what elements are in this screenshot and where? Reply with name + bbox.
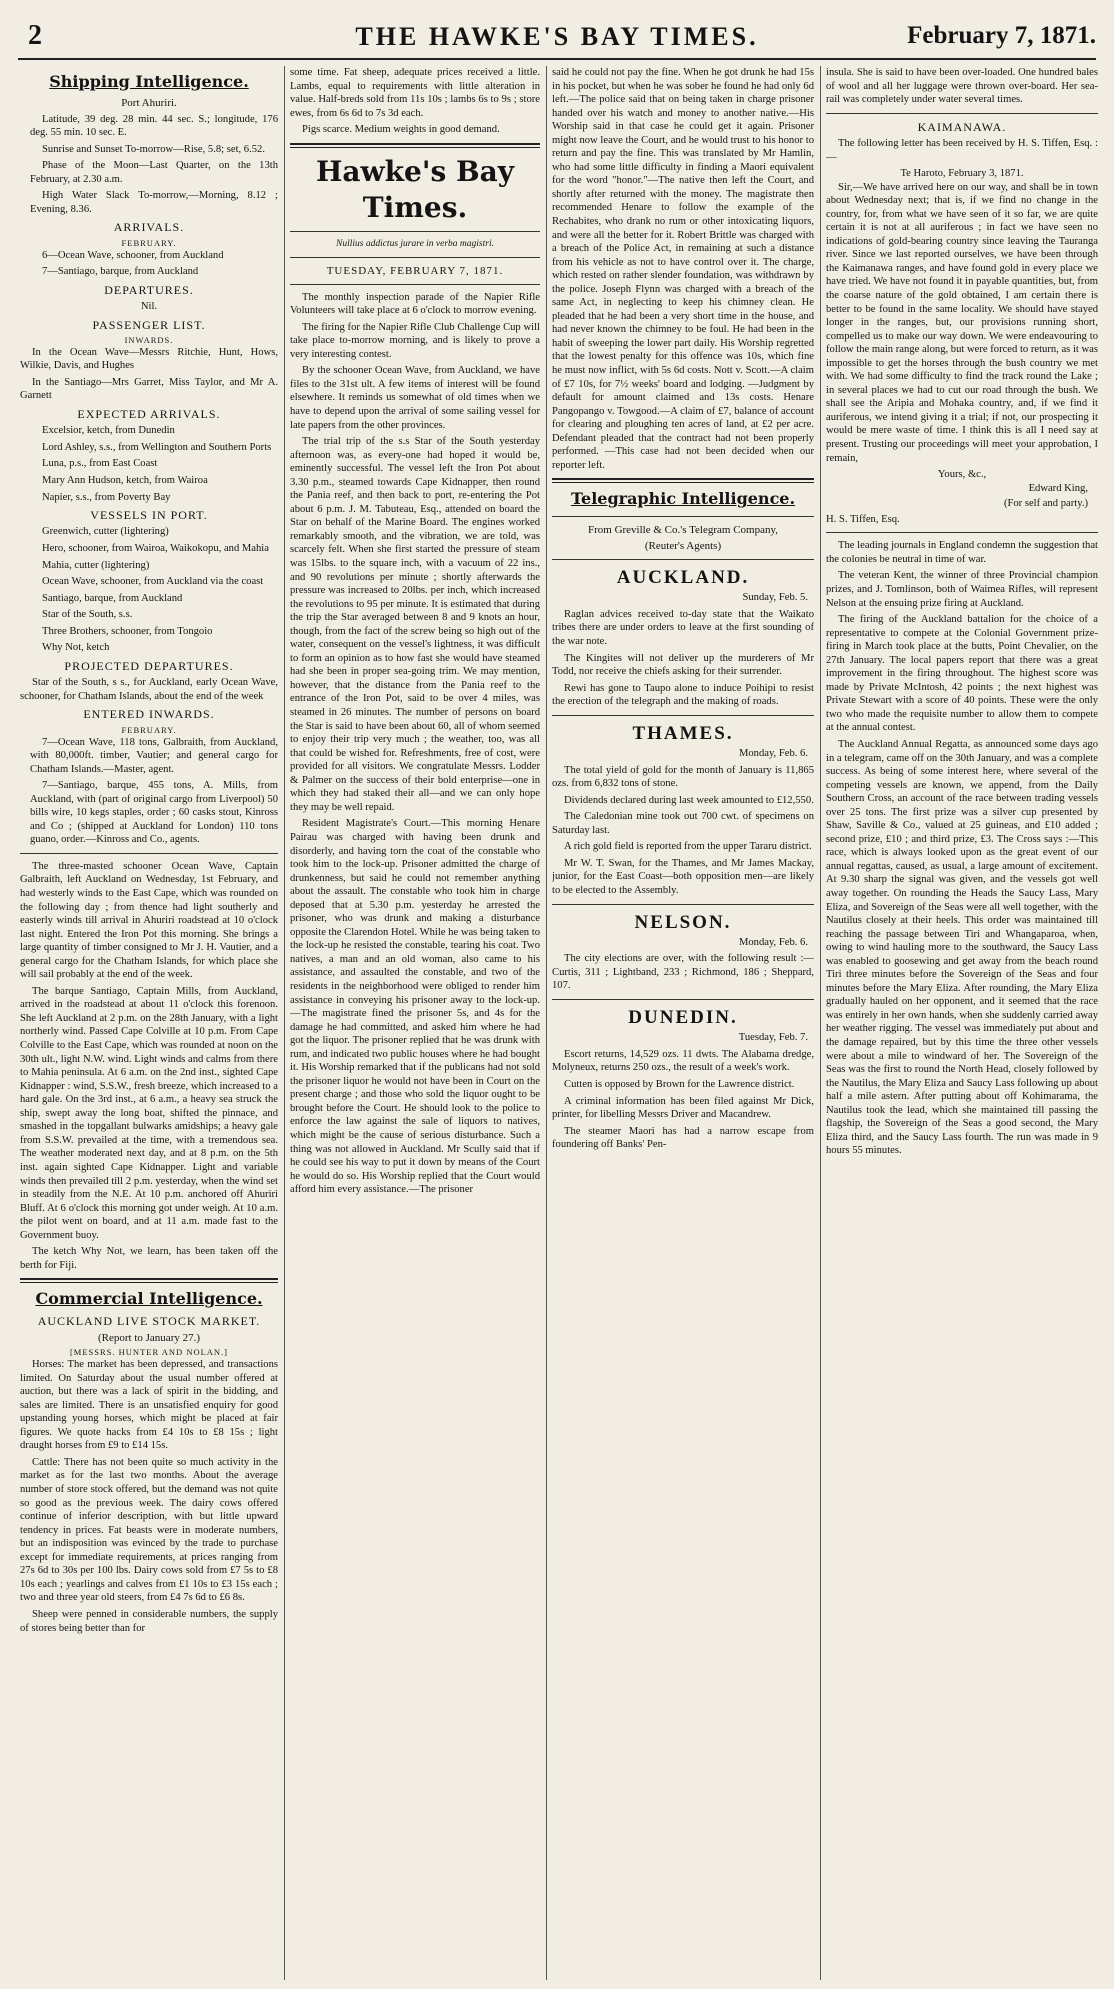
divider [290,143,540,148]
header-date: February 7, 1871. [907,22,1096,49]
telegram-paragraph: Cutten is opposed by Brown for the Lawrence district. [564,1078,795,1090]
letter-intro: The following letter has been received by H. S. Tiffen, Esq. :— [826,138,1098,163]
entered-inwards-heading: ENTERED INWARDS. [83,707,215,722]
divider [290,231,540,232]
port-name: Port Ahuriri. [121,97,177,110]
entered-item: 7—Ocean Wave, 118 tons, Galbraith, from Auckland, with 80,000ft. timber, Vautier; and general cargo for Chatham Islands.—Master, agent. [30,736,278,775]
shipping-paragraph: The three-masted schooner Ocean Wave, Captain Galbraith, left Auckland on Wednesday, 1st February, and had westerly winds to the East Cape, which was rounded on the following day ; from thence had light southerly and easterly winds till arrival in Ahuriri roadstead at 10 o'clock last night. Entered the Iron Pot this morning. She brings a large quantity of timber consigned to Mr J. H. Vautier, and a general cargo for the Chatham Islands, for which place she will sail probably at the end of the week. [20,860,278,981]
commercial-intelligence-heading: Commercial Intelligence. [35,1289,263,1309]
editorial-paragraph: The monthly inspection parade of the Napier Rifle Volunteers will take place at 6 o'clock to morrow evening. [290,291,540,317]
kaimanawa-heading: KAIMANAWA. [917,119,1007,134]
market-paragraph: Cattle: There has not been quite so much activity in the market as for the last two months. About the average number of store stock offered, but the demand was not quite so good as the previous week. The dairy cows offered continue of inferior description, with but little upward tendency in prices. Fat beasts were in moderate numbers, but an indisposition was evinced by the trade to purchase except for immediate requirements, at prices ranging from 27s 6d to 30s per 100 lbs. Dairy cows sold from £7 5s to £8 10s each ; yearlings and calves from £1 10s to £3 15s each ; two and three year old steers, from £4 7s 6d to £6 8s. [20,1456,278,1604]
divider [552,478,814,483]
port-info: Latitude, 39 deg. 28 min. 44 sec. S.; longitude, 176 deg. 55 min. 10 sec. E. [30,113,278,139]
vessel-item: Why Not, ketch [42,642,110,654]
live-stock-market-heading: AUCKLAND LIVE STOCK MARKET. [37,1313,261,1328]
vessel-item: Mahia, cutter (lightering) [42,559,150,571]
telegram-paragraph: Dividends declared during last week amounted to £12,550. [564,794,814,806]
telegram-paragraph: The Caledonian mine took out 700 cwt. of specimens on Saturday last. [552,811,814,836]
news-paragraph: The veteran Kent, the winner of three Provincial champion prizes, and J. Tomlinson, both of Waimea Rifles, will represent Nelson at the ensuing prize firing at Auckland. [826,570,1098,609]
market-paragraph: Sheep were penned in considerable numbers, the supply of stores being better than for [20,1608,278,1634]
telegram-paragraph: Rewi has gone to Taupo alone to induce Poihipi to resist the erection of the telegraph and the making of roads. [552,682,814,708]
editorial-dateline: TUESDAY, FEBRUARY 7, 1871. [326,264,504,277]
divider [552,999,814,1000]
divider [552,559,814,560]
court-report-continued: said he could not pay the fine. When he got drunk he had 15s in his pocket, but when he was sober he found he had only 6d left.—The police said that on being taken in charge prisoner handed over his watch and money to another native.—His Worship said in that case he could get it again. Prisoner might now leave the Court, and he would trust to his honor to return and pay the fine. This was translated by Mr Hamlin, who had some little difficulty in finding a Maori equivalent for the word "honor."—The native then left the Court, and shortly after returned with the money. The magistrate then recommended Henare to follow the example of the Rechabites, who drank no rum or other intoxicating liquors, and were all the better for it. Robert Brittle was charged with a breach of the Police Act, in remaining at such a distance from his vehicle as not to have control over it. The charge, which rested on rather slender foundation, was withdrawn by the police. Joseph Flynn was charged with a breach of the same Act, in neglecting to keep his chimney clean. He pleaded that he had been a very short time in the house, and had never known the chimney to be foul. He had been in the habit of sweeping the lower part daily. His Worship regretted that the lowest penalty for this offence was 10s, which fine he must now inflict, with 5s 6d costs. Nott v. Scott.—A claim of £7 10s, for 7½ weeks' board and lodging. —Judgment by default for amount claimed and 13s costs. Henare Pangopango v. Towgood.—A claim of £7, balance of account for clearing and ploughing ten acres of land, at £2 per acre. Defendant pleaded that the contract had not been properly performed. —This case had not been decided when our reporter left. [552,67,814,471]
port-info: Phase of the Moon—Last Quarter, on the 13th February, at 2.30 a.m. [30,160,278,185]
court-report-paragraph: Resident Magistrate's Court.—This morning Henare Pairau was charged with having been drunk and disorderly, and having torn the coat of the constable who took him to the lock-up. Prisoner admitted the charge of drunkenness, but said he could not remember anything about the assault. The constable who took him in charge deposed that at 5.30 p.m. yesterday he arrested the prisoner, who was drunk and making a disturbance opposite the Clarendon Hotel. While he was being taken to the lock-up he resisted the constable, tearing his coat. Two natives, a man and an old woman, also came to his assistance, and assaulted the constable, and two of the residents in the neighborhood were obliged to render him assistance in conveying his prisoner away to the lock-up.—The magistrate fined the prisoner 5s, and 4s for the damage he had committed, and asked him where he had got the liquor. The prisoner replied that he was drunk with rum, and indicated two public houses where he had bought it. His Worship remarked that if the publicans had not sold the prisoner liquor he would not have been in Court on the present charge ; and those who sold the liquor ought to be brought before the Court. He should look to the police to enforce the law against the sale of liquors to natives, which might be the cause of serious disturbance. Such a thing was not allowed in Auckland. Mr Scully said that if he could see his way to put it down by means of the Court he would do so. His Worship replied that the Court would afford him every assistance.—The prisoner [290,818,540,1196]
telegram-paragraph: The city elections are over, with the following result :—Curtis, 311 ; Lightband, 233 ; Richmond, 186 ; Sheppard, 107. [552,953,814,992]
column-rule [546,66,547,1980]
nelson-date: Monday, Feb. 6. [738,936,808,948]
editorial-paragraph: The firing for the Napier Rifle Club Challenge Cup will take place to-morrow morning, and is likely to prove a very interesting contest. [290,321,540,360]
projected-text: Star of the South, s s., for Auckland, early Ocean Wave, schooner, for Chatham Islands, about the end of the week [20,677,278,702]
divider [290,257,540,258]
arrivals-heading: ARRIVALS. [113,220,185,235]
vessel-item: Greenwich, cutter (lightering) [42,526,169,538]
letter-closing: Yours, &c., [937,469,987,481]
regatta-paragraph: The Auckland Annual Regatta, as announced some days ago in a telegram, came off on the 30th January, and was a complete success. As being of some interest here, where several of the competing vessels are known, we append, from the Daily Southern Cross, an account of the race between trading vessels over 25 tons. The first prize was a silver cup presented by Shaw, Saville & Co., valued at 25 guineas, and £10 added ; second prize, £10 ; and third prize, £3. The Cross says :—This race, which is always looked upon as the great event of our annual regattas, caused, as usual, a large amount of excitement. At 9.30 sharp the signal was given, and the vessels got well away together. On rounding the Heads the Saucy Lass, Mary Eliza, and Sovereign of the Seas were all well together, with the Nautilus closely at their heels. This order was maintained till reaching the passage between Tiri and Whangaparoa, when, owing to wind hauling more to the southward, the Saucy Lass was enabled to goosewing and get away from the beach round Tiri three minutes before the Sovereign of the Seas and four minutes before the Mary Eliza. After rounding, the Mary Eliza gradually hauled on her opponent, and it seemed that the race was entirely in her own hands, when she suddenly carried away her weather rigging. The vessel was immediately put about and the damage repaired, but by this time the three other vessels were about a mile to windward of her. The Sovereign of the Seas was the first to round the North Head, closely followed by the Nautilus, the Mary Eliza and Saucy Lass following up about half a mile astern. After putting about off Kohimarama, the Nautilus took the lead, which she maintained till passing the flagship, the Sovereign of the Seas a good second, the Mary Eliza third, and the Saucy Lass fourth. The run was made in 9 hours 55 minutes. [826,738,1098,1157]
dunedin-date: Tuesday, Feb. 7. [738,1032,808,1044]
divider [826,113,1098,114]
vessel-item: Star of the South, s.s. [42,609,133,621]
divider [20,1278,278,1283]
report-date: (Report to January 27.) [97,1332,201,1345]
expected-item: Excelsior, ketch, from Dunedin [42,425,175,437]
telegram-paragraph: Mr W. T. Swan, for the Thames, and Mr James Mackay, junior, for the East Coast—both opposition men—are likely to be elected to the Assembly. [552,857,814,896]
page-number: 2 [28,20,42,51]
letter-signer: Edward King, [1028,482,1088,494]
column-1 [20,66,278,1980]
letter-body: Sir,—We have arrived here on our way, and shall be in town about Wednesday next; that is, if we find no change in the country, for, from what we have seen of it so far, we are quite certain it is not at all auriferous ; in fact we have seen no indications of gold-bearing country since leaving the Tauranga river. Since we last reported ourselves, we have been through the Kaimanawa ranges, and have found gold in every place we have tried. We have not found it in payable quantities, but, from the coarse nature of the gold obtained, I am certain there is better to be found in the same locality. We should have stayed longer in the ranges, but, our provisions running short, compelled us to make our way down. We were endeavouring to follow the main range along, but were forced to return, as it was impossible to get the horses through the bush country we met with. We had some difficulty to find the track round the Lake ; in several places we had to cut our road through the bush. We shall see the Aripia and Mohaka country, and, if we find it auriferous, we intend giving it a trial; if not, our prospecting it would be mere waste of time. I think this is all I need say at present. Trusting our proceedings will meet your approbation, I remain, [826,181,1098,464]
telegram-paragraph: A criminal information has been filed against Mr Dick, printer, for libelling Messrs Driver and Macandrew. [552,1095,814,1121]
expected-item: Luna, p.s., from East Coast [42,458,158,470]
pigs-paragraph: Pigs scarce. Medium weights in good demand. [302,124,500,136]
column-3 [552,66,814,1980]
passenger-sub: INWARDS. [124,334,174,345]
telegram-paragraph: Escort returns, 14,529 ozs. 11 dwts. The Alabama dredge, Molyneux, returns 250 ozs., the result of a week's work. [552,1048,814,1074]
shipping-paragraph: The ketch Why Not, we learn, has been taken off the berth for Fiji. [20,1246,278,1271]
letter-party: (For self and party.) [1003,498,1088,510]
telegram-paragraph: The total yield of gold for the month of January is 11,865 ozs. from 6,832 tons of stone. [552,764,814,790]
thames-heading: THAMES. [632,722,734,744]
divider [552,715,814,716]
thames-date: Monday, Feb. 6. [738,748,808,760]
messrs-line: [MESSRS. HUNTER AND NOLAN.] [69,1347,229,1358]
shipping-intelligence-heading: Shipping Intelligence. [49,72,249,91]
vessel-item: Three Brothers, schooner, from Tongoio [42,625,213,637]
letter-addressee: H. S. Tiffen, Esq. [826,513,900,525]
telegram-paragraph: Raglan advices received to-day state that the Waikato tribes there are under orders to leave at the first sounding of the war note. [552,608,814,647]
vessel-item: Hero, schooner, from Wairoa, Waikokopu, and Mahia [42,543,269,555]
dunedin-heading: DUNEDIN. [628,1007,738,1028]
news-paragraph: The leading journals in England condemn the suggestion that the colonies be neutral in time of war. [826,540,1098,565]
dunedin-continued: insula. She is said to have been over-loaded. One hundred bales of wool and all her luggage were thrown over-board. Her sea-rail was completely under water several times. [826,67,1098,106]
projected-departures-heading: PROJECTED DEPARTURES. [64,658,234,673]
divider [552,904,814,905]
arrival-item: 7—Santiago, barque, from Auckland [42,266,199,278]
divider [826,532,1098,533]
market-continued: some time. Fat sheep, adequate prices received a little. Lambs, equal to requirements with little alteration in value. Half-breds sold from 11s 10s ; lambs 6s to 9s ; store ewes, from 6s 6d to 7s 3d each. [290,67,540,119]
letter-date: Te Haroto, February 3, 1871. [900,168,1024,180]
departures-heading: DEPARTURES. [104,282,194,297]
expected-item: Mary Ann Hudson, ketch, from Wairoa [42,475,208,487]
vessels-in-port-heading: VESSELS IN PORT. [90,508,208,523]
telegram-paragraph: The steamer Maori has had a narrow escape from foundering off Banks' Pen- [552,1125,814,1151]
auckland-date: Sunday, Feb. 5. [742,592,808,604]
column-4 [826,66,1098,1980]
masthead: THE HAWKE'S BAY TIMES. [355,22,759,51]
passenger-item: In the Santiago—Mrs Garret, Miss Taylor, and Mr A. Garnett [20,376,278,402]
news-paragraph: The firing of the Auckland battalion for the choice of a representative to compete at the Colonial Government prize-firing in March took place at the butts, Point Chevalier, on the 27th January. The local papers report that there was a great improvement in the firing throughout. The highest score was made by Private McIntosh, 42 points ; the next highest was Private Stewart with a score of 40 points. These were the only two who made the requisite number to allow them to compete at the annual contest. [826,614,1098,734]
port-info: High Water Slack To-morrow,—Morning, 8.12 ; Evening, 8.36. [30,190,278,215]
editorial-title: Hawke's Bay Times. [315,154,515,224]
vessel-item: Ocean Wave, schooner, from Auckland via the coast [42,576,264,588]
port-info: Sunrise and Sunset To-morrow—Rise, 5.8; set, 6.52. [42,143,265,155]
page-header [18,16,1096,60]
editorial-paragraph: The trial trip of the s.s Star of the South yesterday afternoon was, as every-one had hoped it would be, eminently successful. The vessel left the Iron Pot about 3.30 p.m., steamed towards Cape Kidnapper, then round the Pania reef, and then back to port, re-entering the Pot about 6 p.m. J. M. Tabuteau, Esq., attended on board the Star on behalf of the Marine Board. The engines worked remarkably smooth, and the vibration, we are told, was scarcely felt. When she first started the pressure of steam was 15lbs. to the square inch, with a vacuum of 22 ins., and 90 revolutions per minute ; shortly afterwards the pressure was increased to 20lbs. per inch, which increased the revolutions to 95 per minute. It is estimated that during the trip the Star averaged between 8 and 9 knots an hour, though, from the fact of the screw being so high out of the water, consequent on the vessel's lightness, it was difficult to form an opinion as to how fast she would have steamed had she been in proper sea-going trim. We may mention, however, that the distance from the Pania reef to the entrance of the Iron Pot, said to be over 4 miles, was steamed in 26 minutes. The number of persons on board the Star is said to have been about 60, all of whom seemed to enjoy their trip very much ; the weather, too, was all that could be wished for. Refreshments, free of cost, were provided for all visitors. We congratulate Messrs. Lodder & Palmer on the success of their bold enterprise—one in which they had staked their all—and we can only hope they may be well repaid. [290,436,540,813]
column-2 [290,66,540,1980]
expected-arrivals-heading: EXPECTED ARRIVALS. [77,407,221,422]
nelson-heading: NELSON. [634,911,732,933]
market-paragraph: Horses: The market has been depressed, and transactions limited. On Saturday about the usual number offered at auction, but there was a lack of spirit in the bidding, and sales are limited. There is an unsatisfied enquiry for good upstanding young horses, which might be placed at fair figures. We quote hacks from £4 10s to £8 15s ; light draught horses from £9 to £14 15s. [20,1359,278,1452]
entered-item: 7—Santiago, barque, 455 tons, A. Mills, from Auckland, with (part of original cargo from Liverpool) 50 bills wire, 10 kegs staples, order ; 60 casks stout, Kinross and Co ; (shipped at Auckland for London) 110 tons guano, order.—Kinross and Co., agents. [30,780,278,846]
arrivals-month: FEBRUARY. [121,237,177,248]
column-rule [284,66,285,1980]
editorial-motto: Nullius addictus jurare in verba magistri. [336,239,494,250]
telegraphic-intelligence-heading: Telegraphic Intelligence. [570,489,796,509]
editorial-paragraph: By the schooner Ocean Wave, from Auckland, we have files to the 31st ult. A few items of interest will be found elsewhere. It reminds us somewhat of old times when we have to depend upon the arrival of some sailing vessel for late papers from the other provinces. [290,365,540,431]
telegram-paragraph: A rich gold field is reported from the upper Tararu district. [564,841,812,853]
telegram-paragraph: The Kingites will not deliver up the murderers of Mr Todd, nor receive the chiefs asking for their surrender. [552,652,814,678]
arrival-item: 6—Ocean Wave, schooner, from Auckland [42,249,224,261]
entered-month: FEBRUARY. [121,724,177,735]
expected-item: Napier, s.s., from Poverty Bay [42,491,171,503]
column-rule [820,66,821,1980]
divider [552,516,814,517]
telegram-source: From Greville & Co.'s Telegram Company, [587,523,779,536]
vessel-item: Santiago, barque, from Auckland [42,592,183,604]
passenger-list-heading: PASSENGER LIST. [92,317,206,332]
passenger-item: In the Ocean Wave—Messrs Ritchie, Hunt, Hows, Wilkie, Davis, and Hughes [20,346,278,372]
auckland-heading: AUCKLAND. [616,567,750,589]
telegram-agents: (Reuter's Agents) [644,539,722,552]
divider [290,284,540,285]
departures-value: Nil. [140,301,158,313]
shipping-paragraph: The barque Santiago, Captain Mills, from Auckland, arrived in the roadstead at about 11 o'clock this forenoon. She left Auckland at 2 p.m. on the 28th January, with a light northerly wind. Passed Cape Colville at 10 p.m. From Cape Colville to the East Cape, which was rounded at noon on the 30th ult., light N.W. wind. Light winds and calms from there to Mahia peninsula. At 6 a.m. on the 2nd inst., sighted Cape Kidnapper : wind, S.S.W., fresh breeze, which increased to a hard gale. On the 3rd inst., at 6 a.m., a heavy sea struck the ship, swept away the long boat, shifted the pinnace, and smashed in the topgallant bulwarks amidships; a heavy gale from S.S.W. prevailed at the time, with a tremendous sea. The weather moderated next day, and at 8 p.m. on the 5th inst. again sighted Cape Kidnapper. Light and variable winds then prevailed till 2 p.m. yesterday, when the wind set in steadily from the N.E. At 10 p.m. anchored off Ahuriri Bluff. At 6 o'clock this morning got under weigh. At 10 a.m. the pilot went on board, and at 11 a.m. made fast to the Government buoy. [20,985,278,1241]
divider [20,853,278,854]
expected-item: Lord Ashley, s.s., from Wellington and Southern Ports [42,441,272,453]
